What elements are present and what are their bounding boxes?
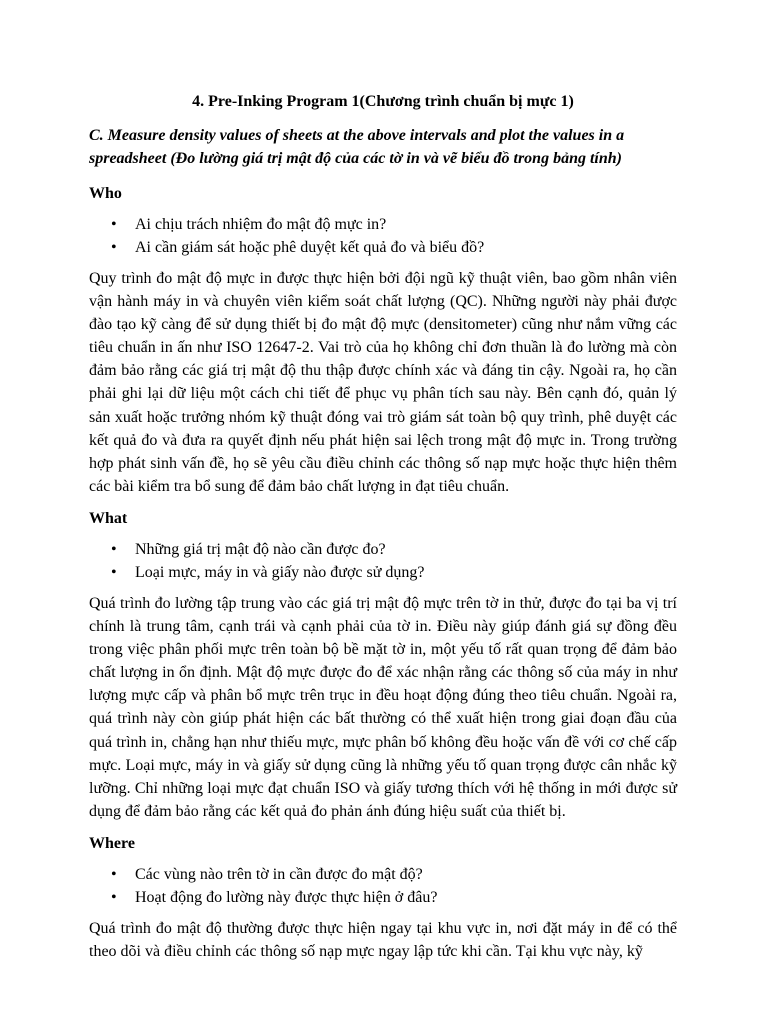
paragraph-what: Quá trình đo lường tập trung vào các giá trị mật độ mực trên tờ in thử, được đo tại ba vị trí chính là trung tâm, cạnh trái và cạnh phải của tờ in. Điều này giúp đánh giá sự đồng đều trong việc phân phối mực trên toàn bộ bề mặt tờ in, một yếu tố rất quan trọng để đảm bảo chất lượng in ổn định. Mật độ mực được đo để xác nhận rằng các thông số của máy in như lượng mực cấp và phân bổ mực trên trục in đều hoạt động đúng theo tiêu chuẩn. Ngoài ra, quá trình này còn giúp phát hiện các bất thường có thể xuất hiện trong giai đoạn đầu của quá trình in, chẳng hạn như thiếu mực, mực phân bố không đều hoặc vấn đề với cơ chế cấp mực. Loại mực, máy in và giấy sử dụng cũng là những yếu tố quan trọng được cân nhắc kỹ lưỡng. Chỉ những loại mực đạt chuẩn ISO và giấy tương thích với hệ thống in mới được sử dụng để đảm bảo rằng các kết quả đo phản ánh đúng hiệu suất của thiết bị. — [89, 594, 677, 820]
list-item: • Hoạt động đo lường này được thực hiện ở đâu? — [135, 886, 677, 909]
bullet-list-what — [89, 538, 677, 584]
bullet-list-where — [89, 863, 677, 909]
section-where — [89, 832, 677, 963]
document-page — [89, 90, 677, 972]
section-heading-where: Where — [89, 834, 135, 852]
paragraph-where: Quá trình đo mật độ thường được thực hiện ngay tại khu vực in, nơi đặt máy in để có thể theo dõi và điều chỉnh các thông số nạp mực ngay lập tức khi cần. Tại khu vực này, kỹ — [89, 919, 677, 960]
section-subtitle: C. Measure density values of sheets at the above intervals and plot the values in a spreadsheet (Đo lường giá trị mật độ của các tờ in và vẽ biểu đồ trong bảng tính) — [89, 127, 625, 167]
list-item: • Ai cần giám sát hoặc phê duyệt kết quả đo và biểu đồ? — [135, 236, 677, 259]
section-what — [89, 507, 677, 823]
list-item: • Những giá trị mật độ nào cần được đo? — [135, 538, 677, 561]
list-item: • Loại mực, máy in và giấy nào được sử dụng? — [135, 561, 677, 584]
list-item: • Các vùng nào trên tờ in cần được đo mật độ? — [135, 863, 677, 886]
section-heading-who: Who — [89, 185, 122, 202]
paragraph-who: Quy trình đo mật độ mực in được thực hiện bởi đội ngũ kỹ thuật viên, bao gồm nhân viên vận hành máy in và chuyên viên kiểm soát chất lượng (QC). Những người này phải được đào tạo kỹ càng để sử dụng thiết bị đo mật độ mực (densitometer) cũng như nắm vững các tiêu chuẩn in ấn như ISO 12647-2. Vai trò của họ không chỉ đơn thuần là đo lường mà còn đảm bảo rằng các giá trị mật độ thu thập được chính xác và đáng tin cậy. Ngoài ra, họ cần phải ghi lại dữ liệu một cách chi tiết để phục vụ phân tích sau này. Bên cạnh đó, quản lý sản xuất hoặc trưởng nhóm kỹ thuật đóng vai trò giám sát toàn bộ quy trình, phê duyệt các kết quả đo và đưa ra quyết định nếu phát hiện sai lệch trong mật độ mực in. Trong trường hợp phát sinh vấn đề, họ sẽ yêu cầu điều chỉnh các thông số nạp mực hoặc thực hiện thêm các bài kiểm tra bổ sung để đảm bảo chất lượng in đạt tiêu chuẩn. — [89, 270, 677, 495]
page-title: 4. Pre-Inking Program 1(Chương trình chuẩn bị mực 1) — [192, 93, 574, 110]
section-heading-what: What — [89, 509, 128, 527]
section-who — [89, 182, 677, 498]
list-item: • Ai chịu trách nhiệm đo mật độ mực in? — [135, 213, 677, 236]
bullet-list-who — [89, 213, 677, 259]
